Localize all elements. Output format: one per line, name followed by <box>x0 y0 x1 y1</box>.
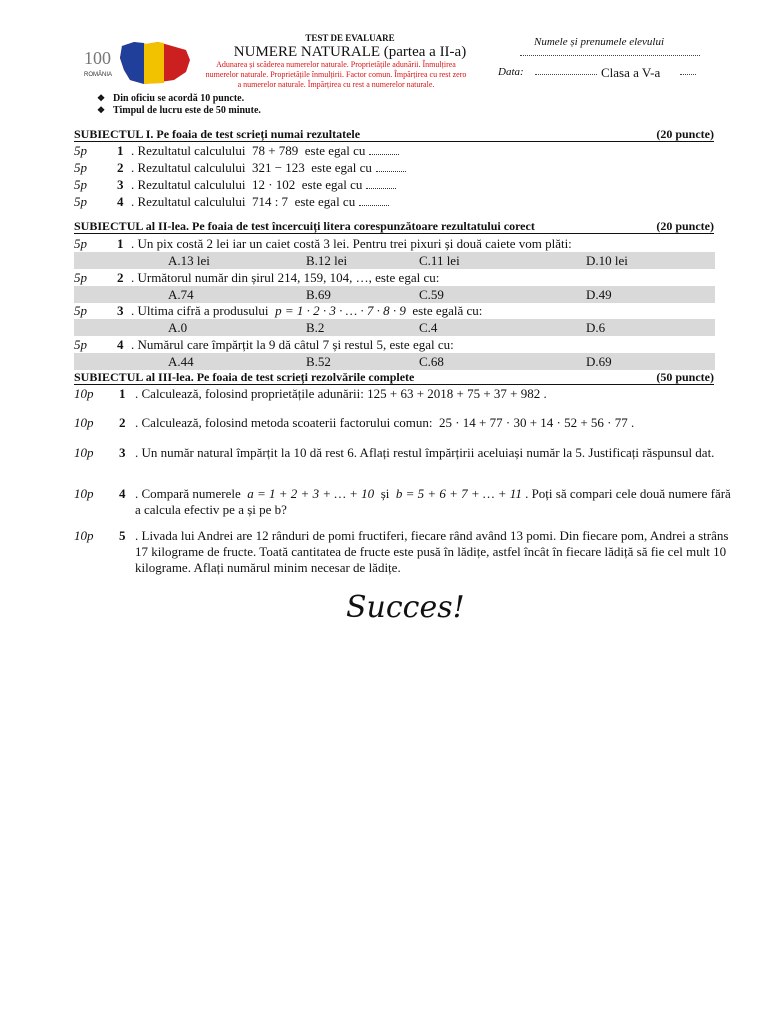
option-a[interactable]: A.0 <box>168 320 188 335</box>
option-b[interactable]: B.12 lei <box>306 253 348 268</box>
note-item: ❖ Din oficiu se acordă 10 puncte. <box>97 93 245 104</box>
section1-item: 5p 1 . Rezultatul calculului 78 + 789 este egal cu <box>74 142 714 159</box>
closing-succes: Succes! <box>346 590 465 625</box>
option-c[interactable]: C.4 <box>419 320 438 335</box>
option-b[interactable]: B.69 <box>306 287 331 302</box>
option-c[interactable]: C.68 <box>419 354 444 369</box>
section3-title: SUBIECTUL al III-lea. Pe foaia de test scrieți rezolvările complete <box>74 370 415 384</box>
name-label: Numele și prenumele elevului <box>534 36 665 48</box>
option-a[interactable]: A.74 <box>168 287 194 302</box>
section2-item: 5p 1 . Un pix costă 2 lei iar un caiet costă 3 lei. Pentru trei pixuri și două caiete vom plăti: <box>74 236 572 251</box>
section1-item: 5p 3 . Rezultatul calculului 12 · 102 este egal cu <box>74 176 714 193</box>
romania-centenary-logo <box>82 40 202 86</box>
option-d[interactable]: D.49 <box>586 287 612 302</box>
section2-item: 5p 3 . Ultima cifră a produsului p = 1 · 2 · 3 · … · 7 · 8 · 9 este egală cu: <box>74 303 483 318</box>
name-blank <box>520 55 700 56</box>
class-label: Clasa a V-a <box>601 65 661 80</box>
answer-options <box>74 252 715 269</box>
class-blank <box>680 74 696 75</box>
section2-item: 5p 4 . Numărul care împărțit la 9 dă câtul 7 și restul 5, este egal cu: <box>74 337 454 352</box>
date-label: Data: <box>498 66 524 78</box>
note-item: ❖ Timpul de lucru este de 50 minute. <box>97 105 261 116</box>
option-c[interactable]: C.59 <box>419 287 444 302</box>
logo-text: ROMÂNIA <box>84 72 113 78</box>
section3-header <box>74 371 714 385</box>
section2-item: 5p 2 . Următorul număr din șirul 214, 159, 104, …, este egal cu: <box>74 270 440 285</box>
answer-options <box>74 353 715 370</box>
option-d[interactable]: D.10 lei <box>586 253 628 268</box>
diamond-bullet-icon: ❖ <box>97 93 106 103</box>
section1-item: 5p 4 . Rezultatul calculului 714 : 7 este egal cu <box>74 193 714 210</box>
subtitle-topics: Adunarea și scăderea numerelor naturale. Proprietățile adunării. Înmulțirea numerelor naturale. Proprietățile înmulțirii. Factor comun. Împărțirea cu rest zero a numerelor naturale. Împărțirea cu rest a numerelor naturale. <box>205 60 467 89</box>
section1-title: SUBIECTUL I. Pe foaia de test scrieți numai rezultatele <box>74 127 361 141</box>
option-b[interactable]: B.2 <box>306 320 325 335</box>
option-c[interactable]: C.11 lei <box>419 253 460 268</box>
answer-options <box>74 319 715 336</box>
section2-points: (20 puncte) <box>656 219 714 233</box>
main-title: NUMERE NATURALE (partea a II-a) <box>233 44 467 60</box>
logo-number: 100 <box>84 48 111 68</box>
section1-points: (20 puncte) <box>656 127 714 141</box>
option-d[interactable]: D.69 <box>586 354 612 369</box>
section1-header <box>74 128 714 142</box>
diamond-bullet-icon: ❖ <box>97 105 106 115</box>
option-a[interactable]: A.44 <box>168 354 194 369</box>
section2-header <box>74 220 714 234</box>
section3-points: (50 puncte) <box>656 370 714 384</box>
answer-options <box>74 286 715 303</box>
section2-title: SUBIECTUL al II-lea. Pe foaia de test încercuiți litera corespunzătoare rezultatului corect <box>74 219 535 233</box>
date-blank <box>535 74 597 75</box>
option-b[interactable]: B.52 <box>306 354 331 369</box>
section1-item: 5p 2 . Rezultatul calculului 321 − 123 este egal cu <box>74 159 714 176</box>
option-a[interactable]: A.13 lei <box>168 253 210 268</box>
test-title: TEST DE EVALUARE <box>305 33 395 43</box>
option-d[interactable]: D.6 <box>586 320 606 335</box>
